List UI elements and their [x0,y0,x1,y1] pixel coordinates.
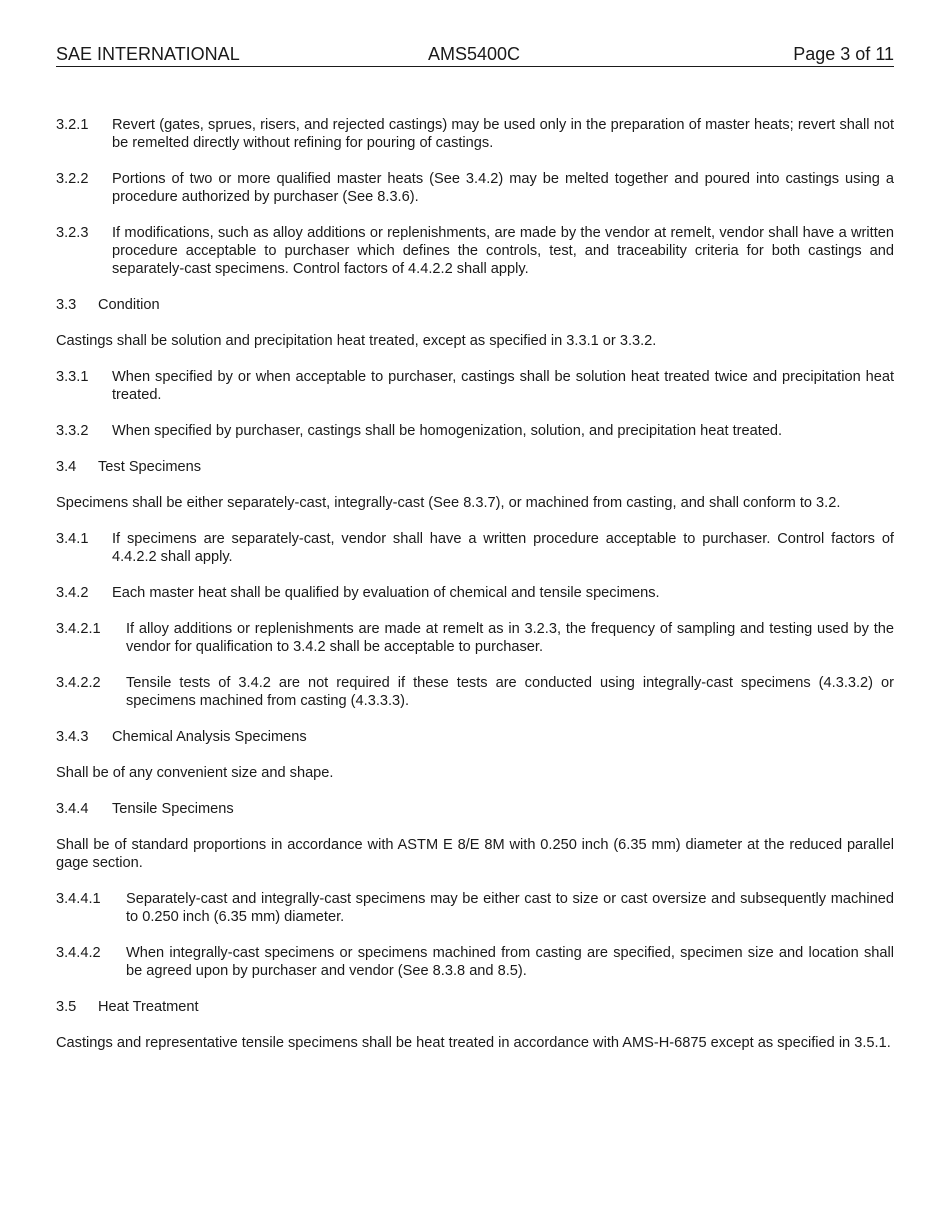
clause-3-4-2-1 [56,620,894,656]
clause-text: Tensile tests of 3.4.2 are not required if these tests are conducted using integrally-cast specimens (4.3.3.2) or specimens machined from casting (4.3.3.3). [126,675,894,709]
clause-number: 3.4.4.1 [56,891,101,907]
clause-3-4-2 [56,584,894,602]
clause-number: 3.2.3 [56,225,89,241]
clause-3-4-4-1 [56,890,894,926]
clause-3-2-1 [56,116,894,152]
section-number: 3.4 [56,459,77,475]
section-number: 3.4.3 [56,729,89,745]
section-heading-3-3 [56,296,894,314]
header-document-number: AMS5400C [428,44,521,64]
clause-text: Portions of two or more qualified master heats (See 3.4.2) may be melted together and poured into castings using a procedure authorized by purchaser (See 8.3.6). [112,171,894,205]
section-number: 3.4.4 [56,801,89,817]
clause-text: Revert (gates, sprues, risers, and rejected castings) may be used only in the preparation of master heats; revert shall not be remelted directly without refining for pouring of castings. [112,117,894,151]
clause-number: 3.4.2.2 [56,675,101,691]
clause-3-3-1 [56,368,894,404]
clause-3-4-1 [56,530,894,566]
paragraph-3-5: Castings and representative tensile specimens shall be heat treated in accordance with AMS-H-6875 except as specified in 3.5.1. [56,1035,891,1051]
clause-text: If modifications, such as alloy additions or replenishments, are made by the vendor at remelt, vendor shall have a written procedure acceptable to purchaser which defines the controls, test, and traceability criteria for both castings and separately-cast specimens. Control factors of 4.4.2.2 shall apply. [112,225,894,277]
clause-text: When specified by purchaser, castings shall be homogenization, solution, and precipitation heat treated. [112,423,783,439]
section-title: Heat Treatment [98,999,199,1015]
clause-number: 3.4.1 [56,531,89,547]
clause-3-2-2 [56,170,894,206]
header-organization: SAE INTERNATIONAL [56,44,240,64]
clause-text: If specimens are separately-cast, vendor shall have a written procedure acceptable to purchaser. Control factors of 4.4.2.2 shall apply. [112,531,894,565]
paragraph-3-4-4: Shall be of standard proportions in accordance with ASTM E 8/E 8M with 0.250 inch (6.35 mm) diameter at the reduced parallel gage section. [56,837,894,871]
section-heading-3-5 [56,998,894,1016]
document-body [56,116,894,1070]
clause-number: 3.4.2 [56,585,89,601]
section-heading-3-4 [56,458,894,476]
header-page-number: Page 3 of 11 [793,44,894,64]
section-heading-3-4-3 [56,728,894,746]
clause-3-4-4-2 [56,944,894,980]
paragraph-3-4-3: Shall be of any convenient size and shape. [56,765,334,781]
clause-number: 3.4.2.1 [56,621,101,637]
clause-number: 3.4.4.2 [56,945,101,961]
clause-number: 3.2.1 [56,117,89,133]
section-number: 3.3 [56,297,77,313]
paragraph-3-4: Specimens shall be either separately-cast, integrally-cast (See 8.3.7), or machined from casting, and shall conform to 3.2. [56,495,841,511]
section-title: Tensile Specimens [112,801,234,817]
section-title: Chemical Analysis Specimens [112,729,307,745]
section-title: Test Specimens [98,459,202,475]
section-number: 3.5 [56,999,77,1015]
clause-3-4-2-2 [56,674,894,710]
section-heading-3-4-4 [56,800,894,818]
clause-3-3-2 [56,422,894,440]
clause-text: Each master heat shall be qualified by evaluation of chemical and tensile specimens. [112,585,660,601]
clause-number: 3.2.2 [56,171,89,187]
clause-number: 3.3.1 [56,369,89,385]
clause-text: When specified by or when acceptable to purchaser, castings shall be solution heat treated twice and precipitation heat treated. [112,369,894,403]
clause-text: If alloy additions or replenishments are made at remelt as in 3.2.3, the frequency of sampling and testing used by the vendor for qualification to 3.4.2 shall be acceptable to purchaser. [126,621,894,655]
clause-text: Separately-cast and integrally-cast specimens may be either cast to size or cast oversize and subsequently machined to 0.250 inch (6.35 mm) diameter. [126,891,894,925]
clause-number: 3.3.2 [56,423,89,439]
paragraph-3-3: Castings shall be solution and precipitation heat treated, except as specified in 3.3.1 or 3.3.2. [56,333,657,349]
clause-text: When integrally-cast specimens or specimens machined from casting are specified, specimen size and location shall be agreed upon by purchaser and vendor (See 8.3.8 and 8.5). [126,945,894,979]
page-header [56,44,894,67]
section-title: Condition [98,297,160,313]
clause-3-2-3 [56,224,894,278]
